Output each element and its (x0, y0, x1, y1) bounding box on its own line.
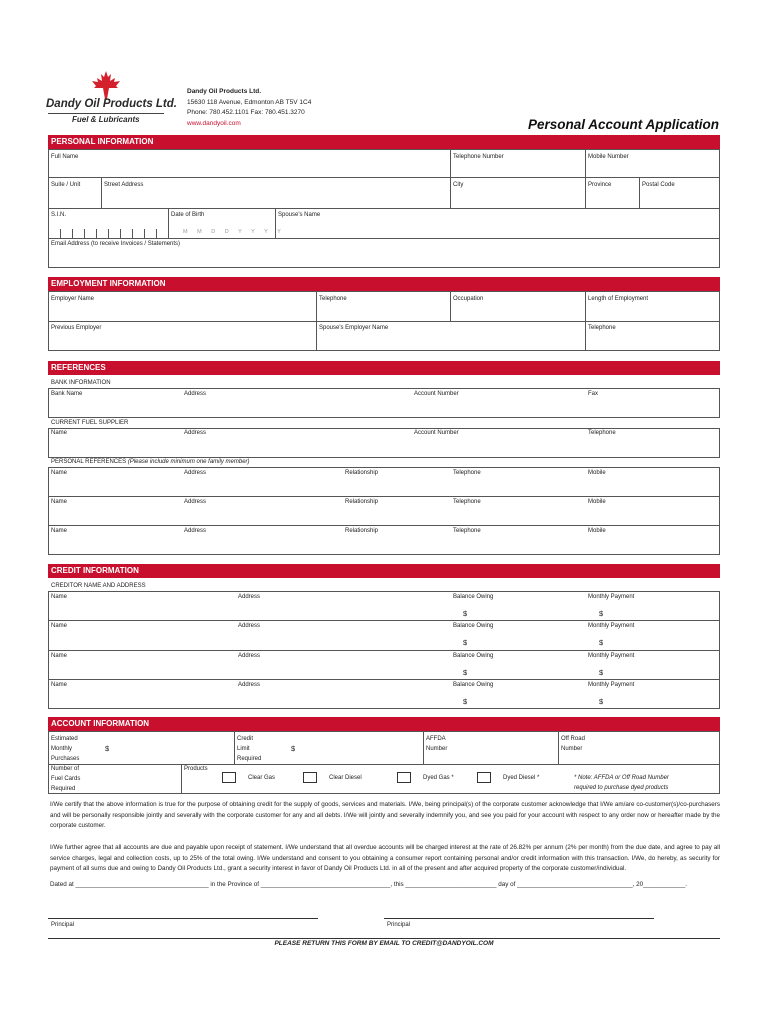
creditor4-balance-field[interactable]: Balance Owing (453, 682, 494, 688)
creditor-label: CREDITOR NAME AND ADDRESS (51, 583, 146, 589)
terms-paragraph: I/We further agree that all accounts are due and payable upon receipt of statement. I/We understand that all overdue accounts will be charged interest at the rate of 26.82% per annum (2% per month) from the due date, and agree to pay all service charges, legal and collection costs, up to 25% of the total owing. I/We understand and consent to you obtaining a consumer report containing personal and/or credit information with this transaction. I/We, do hereby, as security for payment of all sums due and owing to Dandy Oil Products Ltd., grant a security interest in favor of Dandy Oil Products Ltd. in all of the present and after acquired property of the corporate customer/individual. (50, 844, 720, 872)
purchases-input[interactable]: $ (105, 744, 110, 753)
email-field[interactable]: Email Address (to receive Invoices / Statements) (51, 241, 181, 247)
creditor2-address-field[interactable]: Address (238, 623, 261, 629)
dob-format-hint: M M D D Y Y Y Y (183, 229, 285, 235)
estimated-label: Estimated (51, 736, 78, 742)
creditor4-monthly-dollar: $ (599, 697, 604, 706)
fuel-supplier-table (48, 428, 720, 458)
creditor4-monthly-field[interactable]: Monthly Payment (588, 682, 635, 688)
creditor3-name-field[interactable]: Name (51, 653, 68, 659)
dyed-gas-checkbox[interactable] (397, 772, 411, 783)
company-name: Dandy Oil Products Ltd. (187, 88, 262, 95)
ref2-name-field[interactable]: Name (51, 499, 68, 505)
return-form-footer: PLEASE RETURN THIS FORM BY EMAIL TO CREDIT@DANDYOIL.COM (274, 940, 494, 947)
employment-info-header: EMPLOYMENT INFORMATION (48, 277, 720, 291)
limit-required-label: Required (237, 756, 262, 762)
personal-refs-table (48, 467, 720, 555)
employer-telephone-field[interactable]: Telephone (319, 296, 347, 302)
dyed-diesel-checkbox[interactable] (477, 772, 491, 783)
limit-label: Limit (237, 746, 250, 752)
bank-address-field[interactable]: Address (184, 391, 207, 397)
ref1-mobile-field[interactable]: Mobile (588, 470, 606, 476)
creditor2-balance-dollar: $ (463, 638, 468, 647)
dyed-diesel-label: Dyed Diesel * (503, 775, 540, 781)
supplier-account-field[interactable]: Account Number (414, 430, 459, 436)
account-info-header: ACCOUNT INFORMATION (48, 717, 720, 731)
logo-tagline: Fuel & Lubricants (72, 115, 140, 124)
dyed-note-line1: * Note: AFFDA or Off Road Number (574, 775, 669, 781)
ref3-relationship-field[interactable]: Relationship (345, 528, 379, 534)
ref3-name-field[interactable]: Name (51, 528, 68, 534)
ref1-telephone-field[interactable]: Telephone (453, 470, 481, 476)
logo-underline (48, 113, 164, 114)
number-of-label: Number of (51, 766, 80, 772)
spouse-telephone-field[interactable]: Telephone (588, 325, 616, 331)
clear-diesel-checkbox[interactable] (303, 772, 317, 783)
creditor1-name-field[interactable]: Name (51, 594, 68, 600)
ref2-mobile-field[interactable]: Mobile (588, 499, 606, 505)
fuel-cards-label: Fuel Cards (51, 776, 81, 782)
full-name-field[interactable]: Full Name (51, 154, 79, 160)
telephone-field[interactable]: Telephone Number (453, 154, 504, 160)
supplier-address-field[interactable]: Address (184, 430, 207, 436)
city-field[interactable]: City (453, 182, 464, 188)
personal-refs-label (51, 459, 250, 465)
fuel-cards-required-label: Required (51, 786, 76, 792)
supplier-name-field[interactable]: Name (51, 430, 68, 436)
dyed-note-line2: required to purchase dyed products (574, 785, 669, 791)
employment-length-field[interactable]: Length of Employment (588, 296, 649, 302)
products-label: Products (184, 766, 208, 772)
ref3-mobile-field[interactable]: Mobile (588, 528, 606, 534)
personal-info-header: PERSONAL INFORMATION (48, 135, 720, 149)
certification-paragraph: I/We certify that the above information is true for the purpose of obtaining credit for the supply of goods, services and materials. I/We, being principal(s) of the corporate customer acknowledge that I/We am/are co-customer(s)/co-purchasers and will be personally responsible jointly and severally with the corporate customer for any and all debts. I/We will jointly and severally indemnify you, and see you paid for your account with respect to any order now or hereafter made by the corporate customer. (50, 801, 720, 829)
creditor3-monthly-field[interactable]: Monthly Payment (588, 653, 635, 659)
affda-label: AFFDA (426, 736, 446, 742)
occupation-field[interactable]: Occupation (453, 296, 484, 302)
monthly-label: Monthly (51, 746, 73, 752)
employer-field[interactable]: Employer Name (51, 296, 95, 302)
postal-code-field[interactable]: Postal Code (642, 182, 675, 188)
company-phone: Phone: 780.452.1101 Fax: 780.451.3270 (187, 109, 305, 116)
clear-diesel-label: Clear Diesel (329, 775, 362, 781)
bank-name-field[interactable]: Bank Name (51, 391, 83, 397)
mobile-field[interactable]: Mobile Number (588, 154, 629, 160)
maple-leaf-icon (88, 70, 124, 100)
ref1-name-field[interactable]: Name (51, 470, 68, 476)
ref1-relationship-field[interactable]: Relationship (345, 470, 379, 476)
principal2-label: Principal (387, 922, 411, 928)
credit-info-header: CREDIT INFORMATION (48, 564, 720, 578)
credit-label: Credit (237, 736, 254, 742)
purchases-label: Purchases (51, 756, 80, 762)
creditor1-address-field[interactable]: Address (238, 594, 261, 600)
supplier-telephone-field[interactable]: Telephone (588, 430, 616, 436)
ref2-telephone-field[interactable]: Telephone (453, 499, 481, 505)
company-address: 15630 118 Avenue, Edmonton AB T5V 1C4 (187, 99, 312, 106)
offroad-number-field[interactable]: Number (561, 746, 583, 752)
dated-line[interactable]: Dated at ______________________________________ in the Province of _____________________________________, this __________________________ day of _________________________________, 20____________. (50, 881, 687, 888)
dyed-gas-label: Dyed Gas * (423, 775, 454, 781)
form-title: Personal Account Application (527, 117, 719, 132)
creditor2-monthly-field[interactable]: Monthly Payment (588, 623, 635, 629)
creditor4-balance-dollar: $ (463, 697, 468, 706)
spouse-employer-field[interactable]: Spouse's Employer Name (319, 325, 389, 331)
creditor1-monthly-field[interactable]: Monthly Payment (588, 594, 635, 600)
creditor4-address-field[interactable]: Address (238, 682, 261, 688)
ref3-address-field[interactable]: Address (184, 528, 207, 534)
creditor2-balance-field[interactable]: Balance Owing (453, 623, 494, 629)
ref3-telephone-field[interactable]: Telephone (453, 528, 481, 534)
bank-account-field[interactable]: Account Number (414, 391, 459, 397)
clear-gas-checkbox[interactable] (222, 772, 236, 783)
province-field[interactable]: Province (588, 182, 612, 188)
sin-digit-boxes[interactable] (60, 229, 160, 238)
creditor2-monthly-dollar: $ (599, 638, 604, 647)
creditor3-balance-field[interactable]: Balance Owing (453, 653, 494, 659)
credit-limit-input[interactable]: $ (291, 744, 296, 753)
spouse-name-field[interactable]: Spouse's Name (278, 212, 321, 218)
suite-field[interactable]: Suite / Unit (51, 182, 81, 188)
fuel-supplier-label: CURRENT FUEL SUPPLIER (51, 420, 129, 426)
logo-wordmark: Dandy Oil Products Ltd. (46, 98, 177, 110)
offroad-label: Off Road (561, 736, 585, 742)
creditor1-monthly-dollar: $ (599, 609, 604, 618)
dob-field[interactable]: Date of Birth (171, 212, 205, 218)
personal-refs-title: PERSONAL REFERENCES (51, 459, 127, 465)
creditor3-monthly-dollar: $ (599, 668, 604, 677)
sin-field[interactable]: S.I.N. (51, 212, 67, 218)
ref2-address-field[interactable]: Address (184, 499, 207, 505)
company-website[interactable]: www.dandyoil.com (187, 120, 241, 127)
references-header: REFERENCES (48, 361, 720, 375)
creditor4-name-field[interactable]: Name (51, 682, 68, 688)
creditor3-address-field[interactable]: Address (238, 653, 261, 659)
creditor2-name-field[interactable]: Name (51, 623, 68, 629)
bank-info-table (48, 388, 720, 418)
creditor3-balance-dollar: $ (463, 668, 468, 677)
principal1-signature-line[interactable] (48, 918, 318, 919)
bank-fax-field[interactable]: Fax (588, 391, 599, 397)
clear-gas-label: Clear Gas (248, 775, 276, 781)
personal-refs-note: (Please include minimum one family member) (127, 459, 250, 465)
affda-number-field[interactable]: Number (426, 746, 448, 752)
ref2-relationship-field[interactable]: Relationship (345, 499, 379, 505)
ref1-address-field[interactable]: Address (184, 470, 207, 476)
principal2-signature-line[interactable] (384, 918, 654, 919)
bank-info-label: BANK INFORMATION (51, 380, 111, 386)
creditor1-balance-dollar: $ (463, 609, 468, 618)
principal1-label: Principal (51, 922, 75, 928)
creditor1-balance-field[interactable]: Balance Owing (453, 594, 494, 600)
street-field[interactable]: Street Address (104, 182, 144, 188)
previous-employer-field[interactable]: Previous Employer (51, 325, 102, 331)
company-logo (46, 70, 177, 130)
